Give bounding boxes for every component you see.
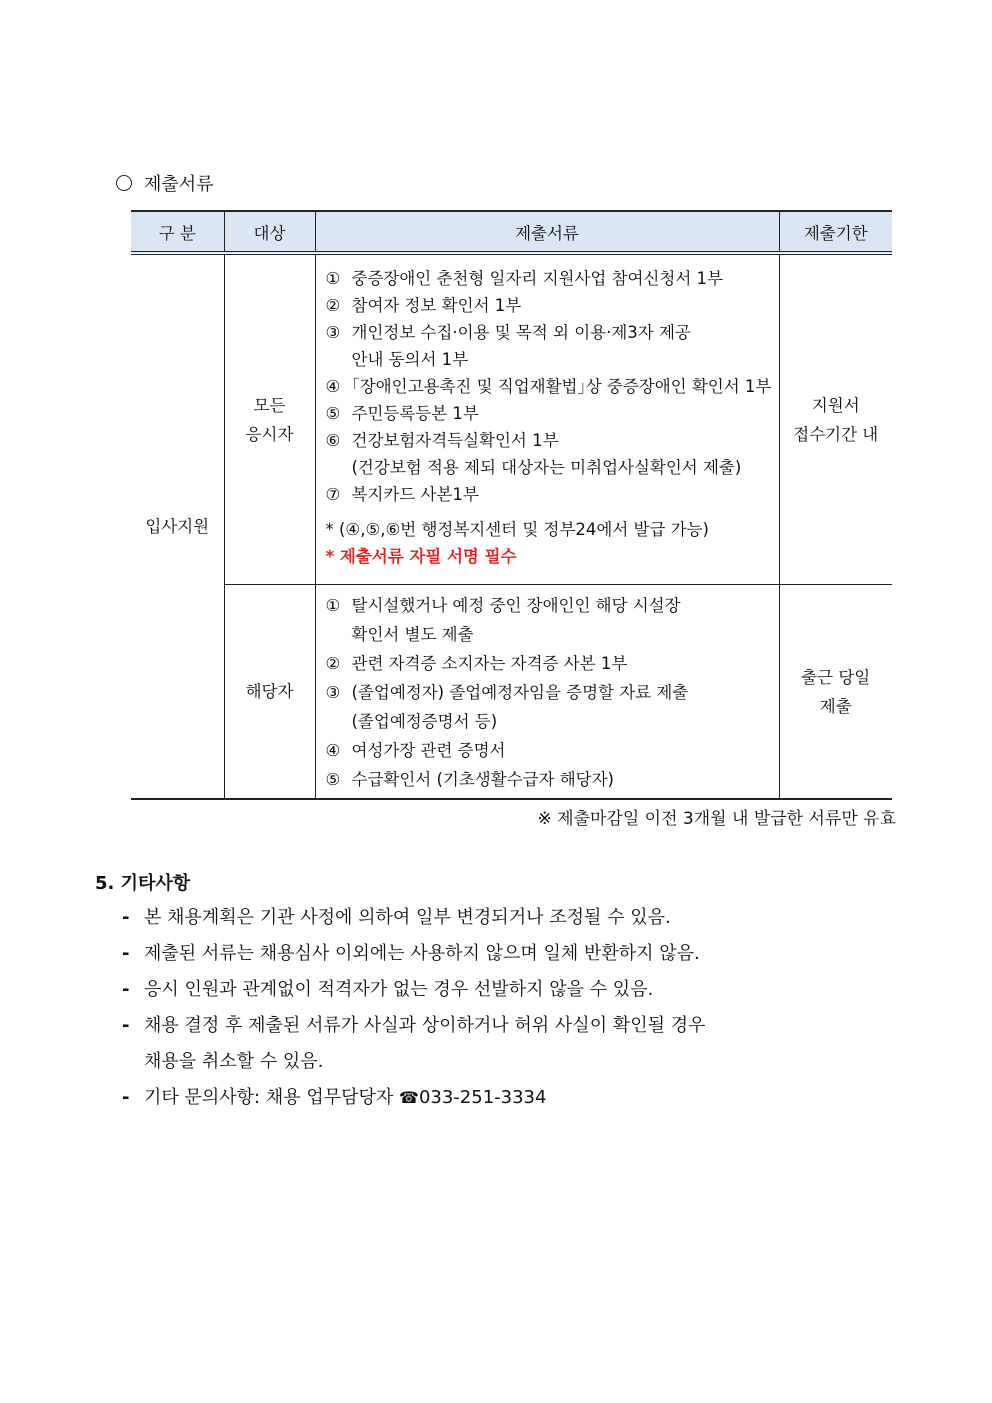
circle-bullet-icon — [116, 175, 132, 191]
deadline-cell-all — [779, 253, 892, 585]
section-title-text: 제출서류 — [144, 174, 214, 195]
list-item: - 본 채용계획은 기관 사정에 의하여 일부 변경되거나 조정될 수 있음. — [122, 907, 671, 928]
target-line: 응시자 — [245, 424, 294, 444]
deadline-line: 출근 당일 — [801, 667, 871, 687]
list-item: ⑥ 건강보험자격득실확인서 1부 — [325, 431, 559, 450]
table-header-row — [131, 211, 892, 253]
table-row-relevant — [131, 585, 892, 800]
deadline-cell-relevant — [779, 585, 892, 800]
list-item: ① 중증장애인 춘천형 일자리 지원사업 참여신청서 1부 — [325, 269, 723, 288]
section-title — [116, 170, 214, 196]
list-item: ① 탈시설했거나 예정 중인 장애인인 해당 시설장 — [325, 596, 681, 615]
validity-note: ※ 제출마감일 이전 3개월 내 발급한 서류만 유효 — [537, 809, 896, 829]
list-item: ④ 여성가장 관련 증명서 — [325, 741, 506, 760]
list-item: ⑦ 복지카드 사본1부 — [325, 485, 479, 504]
list-item: ④ ｢장애인고용촉진 및 직업재활법｣상 중증장애인 확인서 1부 — [325, 377, 772, 396]
deadline-line: 제출 — [819, 696, 852, 716]
deadline-line: 지원서 — [811, 395, 860, 415]
documents-cell-all — [315, 253, 779, 585]
documents-cell-relevant — [315, 585, 779, 800]
list-item: ② 참여자 정보 확인서 1부 — [325, 296, 522, 315]
list-item-continuation: 확인서 별도 제출 — [351, 625, 474, 644]
list-item: - 제출된 서류는 채용심사 이외에는 사용하지 않으며 일체 반환하지 않음. — [122, 943, 700, 964]
category-cell: 입사지원 — [131, 253, 224, 799]
list-item-continuation: 안내 동의서 1부 — [351, 350, 469, 369]
list-item: ⑤ 주민등록등본 1부 — [325, 404, 479, 423]
header-deadline: 제출기한 — [779, 211, 892, 253]
target-cell-all — [224, 253, 315, 585]
header-target: 대상 — [224, 211, 315, 253]
contact-phone: 033-251-3334 — [418, 1087, 547, 1108]
documents-table — [131, 210, 892, 800]
header-category: 구 분 — [131, 211, 224, 253]
list-item: ② 관련 자격증 소지자는 자격증 사본 1부 — [325, 654, 628, 673]
header-documents: 제출서류 — [315, 211, 779, 253]
signature-required-note: * 제출서류 자필 서명 필수 — [325, 547, 517, 566]
deadline-line: 접수기간 내 — [793, 424, 879, 444]
contact-item: - 기타 문의사항: 채용 업무담당자 ☎033-251-3334 — [122, 1087, 547, 1108]
list-item-continuation: 채용을 취소할 수 있음. — [144, 1051, 324, 1072]
etc-list — [122, 900, 705, 1116]
list-item-continuation: (건강보험 적용 제되 대상자는 미취업사실확인서 제출) — [351, 458, 742, 477]
table-row-all-applicants — [131, 253, 892, 585]
list-item: ⑤ 수급확인서 (기초생활수급자 해당자) — [325, 770, 614, 789]
list-item: - 채용 결정 후 제출된 서류가 사실과 상이하거나 허위 사실이 확인될 경우 — [122, 1015, 706, 1036]
list-item-continuation: (졸업예정증명서 등) — [351, 712, 498, 731]
telephone-icon: ☎ — [399, 1088, 419, 1107]
issuance-note: * (④,⑤,⑥번 행정복지센터 및 정부24에서 발급 가능) — [325, 520, 709, 539]
etc-section-title: 5. 기타사항 — [95, 873, 191, 894]
target-line: 모든 — [253, 395, 286, 415]
target-cell-relevant: 해당자 — [224, 585, 315, 800]
list-item: - 응시 인원과 관계없이 적격자가 없는 경우 선발하지 않을 수 있음. — [122, 979, 654, 1000]
list-item: ③ (졸업예정자) 졸업예정자임을 증명할 자료 제출 — [325, 683, 689, 702]
list-item: ③ 개인정보 수집·이용 및 목적 외 이용·제3자 제공 — [325, 323, 691, 342]
